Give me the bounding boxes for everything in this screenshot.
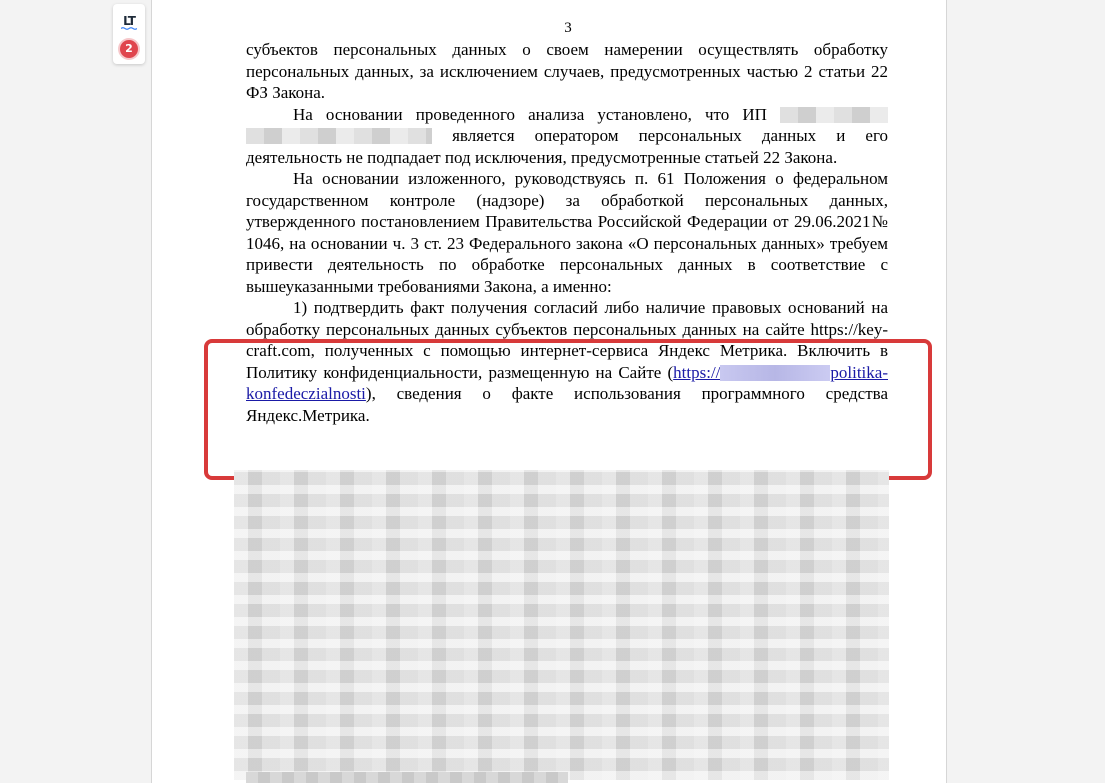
requirement-item-1-text: 1) подтвердить факт получения согласий либо наличие правовых оснований на обработку персональных данных субъектов персональных данных на сайте https://key-craft.com, полученных с помощью интернет-сервиса Яндекс Метрика. Включить в Политику конфиденциальности, размещенную на Сайте ( <box>246 298 888 382</box>
extension-toolbar <box>113 4 145 64</box>
blurred-content-tail <box>246 772 568 783</box>
notification-count-badge[interactable]: 2 <box>120 40 138 58</box>
paragraph-2-end: является оператором персональных данных и его деятельность не подпадает под исключения, предусмотренные статьей 22 Закона. <box>246 126 889 167</box>
blurred-content <box>234 470 889 780</box>
languagetool-label: LT <box>123 14 135 28</box>
requirement-item-1-tail: ), сведения о факте использования программного средства Яндекс.Метрика. <box>246 384 888 425</box>
page-number: 3 <box>564 20 572 36</box>
highlight-box <box>204 339 932 480</box>
paragraph-3: На основании изложенного, руководствуясь п. 61 Положения о федеральном государственном контроле (надзоре) за обработкой персональных данных, утвержденного постановлением Правительства Российской Федерации от 29.06.2021№ 1046, на основании ч. 3 ст. 23 Федерального закона «О персональных данных» требуем привести деятельность по обработке персональных данных в соответствие с вышеуказанными требованиями Закона, а именно: <box>246 169 888 296</box>
wave-underline-icon <box>121 27 137 30</box>
paragraph-2-start: На основании проведенного анализа установлено, что ИП <box>293 104 767 124</box>
redacted-name-2 <box>246 128 432 144</box>
paragraph-1: субъектов персональных данных о своем намерении осуществлять обработку персональных данных, за исключением случаев, предусмотренных частью 2 статьи 22 ФЗ Закона. <box>246 40 888 102</box>
link-prefix: https:// <box>673 362 721 382</box>
languagetool-icon[interactable] <box>120 12 138 30</box>
paragraph-2 <box>246 104 888 169</box>
redacted-name-1 <box>780 107 888 123</box>
link-suffix: politika-konfedeczialnosti <box>246 362 888 403</box>
document-page <box>151 0 947 783</box>
